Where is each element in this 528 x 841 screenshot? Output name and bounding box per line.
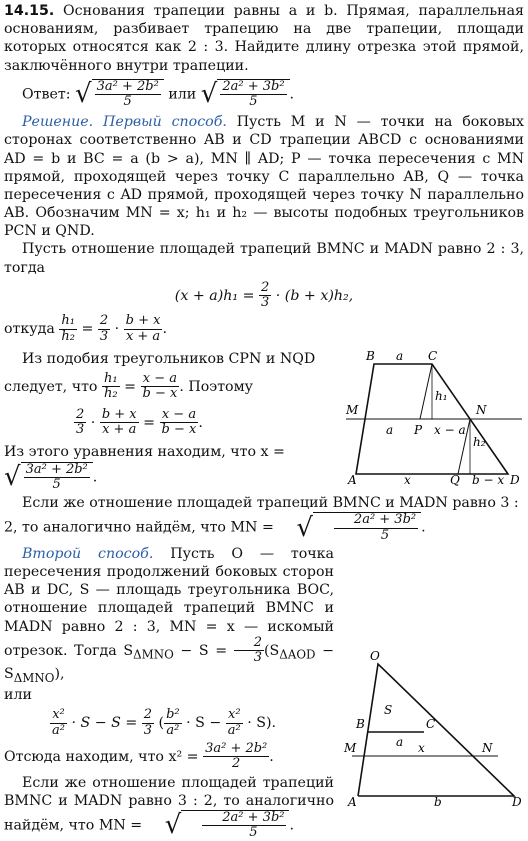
fraction-den: 5 — [123, 93, 132, 109]
label-a: a — [396, 735, 404, 749]
label-N: N — [476, 403, 487, 417]
result-1: Из этого уравнения находим, что x = √ $\frac{\text{3a² + 2b²}}{5}$ . — [4, 444, 285, 492]
fraction-den: 5 — [380, 527, 390, 543]
answer-line: Ответ: √ $\frac{\text{3a² + 2b²}}{5}$ или √ $\frac{\text{2a² + 3b²}}{5}$ . — [22, 78, 295, 109]
minus-s: · S − S = — [71, 715, 138, 732]
frac-three: 3 — [76, 422, 85, 438]
label-O: O — [370, 649, 380, 663]
triangle-outline — [358, 664, 514, 796]
left-column-1 — [4, 350, 334, 492]
h2-den: h₂ — [104, 386, 118, 402]
fraction-den: 2 — [232, 756, 241, 772]
frac-two: 2 — [143, 707, 153, 723]
frac-three: 3 — [99, 328, 109, 344]
p6-tail: − S = — [180, 642, 228, 659]
trapezoid-figure-1 — [338, 348, 524, 486]
therefore-text: . Поэтому — [179, 378, 253, 395]
label-b-minus-x: b − x — [472, 473, 505, 486]
fraction-num: 2a² + 3b² — [202, 811, 286, 826]
p6-end: ), — [54, 666, 65, 683]
x2-num: x² — [226, 708, 243, 723]
a2-den: a² — [227, 722, 241, 738]
solution-heading: Решение. Первый способ. — [22, 114, 227, 131]
fraction-den: 5 — [249, 93, 258, 109]
label-x-bottom: x — [404, 473, 411, 486]
or-text: или — [4, 687, 32, 704]
solution-paragraph-1 — [4, 113, 524, 240]
otkuda-label: откуда — [4, 321, 55, 338]
b2-num: b² — [166, 707, 180, 723]
answer-label: Ответ: — [22, 85, 71, 102]
sub-mno: ΔMNO — [13, 671, 55, 686]
fraction-num: 3a² + 2b² — [96, 78, 159, 94]
frac-two: 2 — [234, 636, 264, 651]
a2-den: a² — [166, 722, 180, 738]
label-b: b — [434, 795, 442, 809]
figure-1-labels — [345, 349, 520, 486]
eq-sign: = — [81, 321, 94, 338]
result-4-text: Если же отношение площадей трапеций BMNC и MADN равно 3 : 2, то аналогично найдём, что MN = — [4, 774, 334, 834]
label-B: B — [356, 717, 365, 731]
equation-1 — [4, 281, 524, 311]
answer-root-2: √ $\frac{\text{2a² + 3b²}}{5}$ — [201, 79, 290, 110]
label-B: B — [366, 349, 375, 363]
frac-three: 3 — [253, 650, 262, 666]
second-heading: Второй способ. — [22, 545, 154, 562]
fraction-den: 5 — [52, 476, 61, 492]
label-N: N — [482, 741, 493, 755]
result-4: Если же отношение площадей трапеций BMNC и MADN равно 3 : 2, то аналогично найдём, что MN = √ $\frac{\text{2a² + 3b²}}{5}$ . — [4, 774, 334, 841]
bx-num: b + x — [125, 313, 161, 329]
p6-paren: (S — [263, 642, 280, 659]
eq1-left: (x + a)h₁ = — [174, 287, 255, 304]
frac-two: 2 — [99, 313, 109, 329]
label-M: M — [346, 403, 359, 417]
fraction-num: 2a² + 3b² — [334, 513, 418, 528]
answer-or: или — [168, 85, 197, 102]
solution-text-1: Пусть M и N — точки на боковых сторонах соответственно AB и CD трапеции ABCD с основаниями AD = b и BC = a (b > a), MN ∥ AD; P — точка пересечения с MN прямой, проходящей через точку C параллельно AB, Q — точка пересечения с AD прямой, проходящей через точку N параллельно AB. Обозначим MN = x; h₁ и h₂ — высоты подобных треугольников PCN и QND. — [4, 114, 524, 240]
result-1-text: Из этого уравнения находим, что x = — [4, 444, 285, 461]
fraction-num: 3a² + 2b² — [25, 461, 88, 477]
problem-text: Основания трапеции равны a и b. Прямая, параллельная основаниям, разбивает трапецию на две трапеции, площади которых относятся как 2 : 3. Найдите длину отрезка этой прямой, заключённого внутри трапеции. — [4, 3, 524, 74]
fraction-num: 2a² + 3b² — [222, 78, 285, 94]
label-P: P — [414, 423, 423, 437]
label-C: C — [426, 717, 436, 731]
xa-den: x + a — [102, 422, 137, 438]
fraction-den: 5 — [249, 825, 258, 841]
bx-num: b + x — [101, 406, 137, 422]
label-D: D — [510, 473, 520, 486]
second-method-text: Пусть O — точка пересечения продолжений боковых сторон AB и DC, S — площадь треугольника BOC, отношение площадей трапеций BMNC и MADN равно 2 : 3, MN = x — искомый отрезок. Тогда S — [4, 545, 334, 659]
label-h1: h₁ — [435, 389, 448, 403]
p6-mid: − S — [4, 642, 335, 683]
label-a-top: a — [396, 349, 404, 363]
solution-paragraph-2: Пусть отношение площадей трапеций BMNC и MADN равно 2 : 3, тогда — [4, 241, 524, 276]
problem-number: 14.15. — [4, 3, 55, 19]
xma-num: x − a — [141, 372, 180, 387]
bmx-den: b − x — [161, 422, 197, 438]
follows-text: следует, что — [4, 378, 98, 395]
result-2-text: Если же отношение площадей трапеций BMNC и MADN равно 3 : 2, то аналогично найдём, что MN = — [4, 495, 519, 536]
ratio-line: следует, что $\frac{\text{h₁}}{\text{h₂}}$ = $\frac{x - a}{b - x}$ . Поэтому — [4, 371, 253, 402]
x2-num: x² — [50, 708, 67, 723]
xma-num: x − a — [160, 408, 199, 423]
frac-three: 3 — [260, 295, 270, 311]
frac-two: 2 — [76, 406, 85, 422]
frac-three: 3 — [143, 722, 153, 738]
label-a-mid: a — [386, 423, 394, 437]
result-3: Отсюда находим, что x² = $\frac{\text{3a² + 2b²}}{2}$ . — [4, 741, 274, 772]
h1-num: h₁ — [104, 371, 118, 387]
result-2: Если же отношение площадей трапеций BMNC и MADN равно 3 : 2, то аналогично найдём, что MN = √ $\frac{\text{2a² + 3b²}}{5}$ . — [4, 495, 519, 543]
label-h2: h₂ — [473, 435, 486, 449]
label-Q: Q — [450, 473, 460, 486]
second-method-paragraph — [4, 545, 334, 686]
eq1-right: · (b + x)h₂, — [275, 287, 354, 304]
label-x-minus-a: x − a — [434, 423, 466, 437]
label-C: C — [428, 349, 438, 363]
label-A: A — [348, 795, 357, 809]
equation-2: откуда $\frac{\text{h₁}}{\text{h₂}}$ = $\frac{2}{3}$ · $\frac{b + x}{x + a}$ . — [4, 313, 167, 344]
a2-den: a² — [52, 722, 65, 738]
fraction-num: 3a² + 2b² — [205, 741, 268, 757]
label-D: D — [512, 795, 522, 809]
label-M: M — [344, 741, 357, 755]
figure-2-labels — [343, 649, 522, 809]
problem-statement — [4, 2, 524, 75]
label-A: A — [348, 473, 357, 486]
trapezoid-figure-2 — [338, 648, 524, 810]
similar-triangles-text: Из подобия треугольников CPN и NQD — [22, 351, 316, 368]
result-3-text: Отсюда находим, что x² = — [4, 748, 199, 765]
bmx-den: b − x — [142, 386, 178, 402]
sub-aod: ΔAOD — [279, 647, 316, 662]
equation-4: $\frac{\text{x²}}{\text{a²}}$ · S − S = $\frac{2}{3}$ ( $\frac{\text{b²}}{\text{a²}}$ · S − $\frac{\text{x²}}{\text{a²}}$ · S). — [52, 707, 277, 738]
h2-den: h₂ — [61, 328, 75, 344]
answer-root-1: √ $\frac{\text{3a² + 2b²}}{5}$ — [75, 79, 164, 110]
line-cp — [420, 364, 432, 419]
label-x: x — [418, 741, 425, 755]
h1-num: h₁ — [61, 313, 75, 329]
sub-mno: ΔMNO — [133, 647, 174, 662]
label-S: S — [384, 703, 393, 717]
xa-den: x + a — [125, 328, 161, 344]
equation-3: $\frac{2}{3}$ · $\frac{b + x}{x + a}$ = $\frac{x - a}{b - x}$ . — [76, 406, 203, 438]
frac-two: 2 — [260, 279, 270, 295]
left-column-2 — [4, 545, 334, 841]
